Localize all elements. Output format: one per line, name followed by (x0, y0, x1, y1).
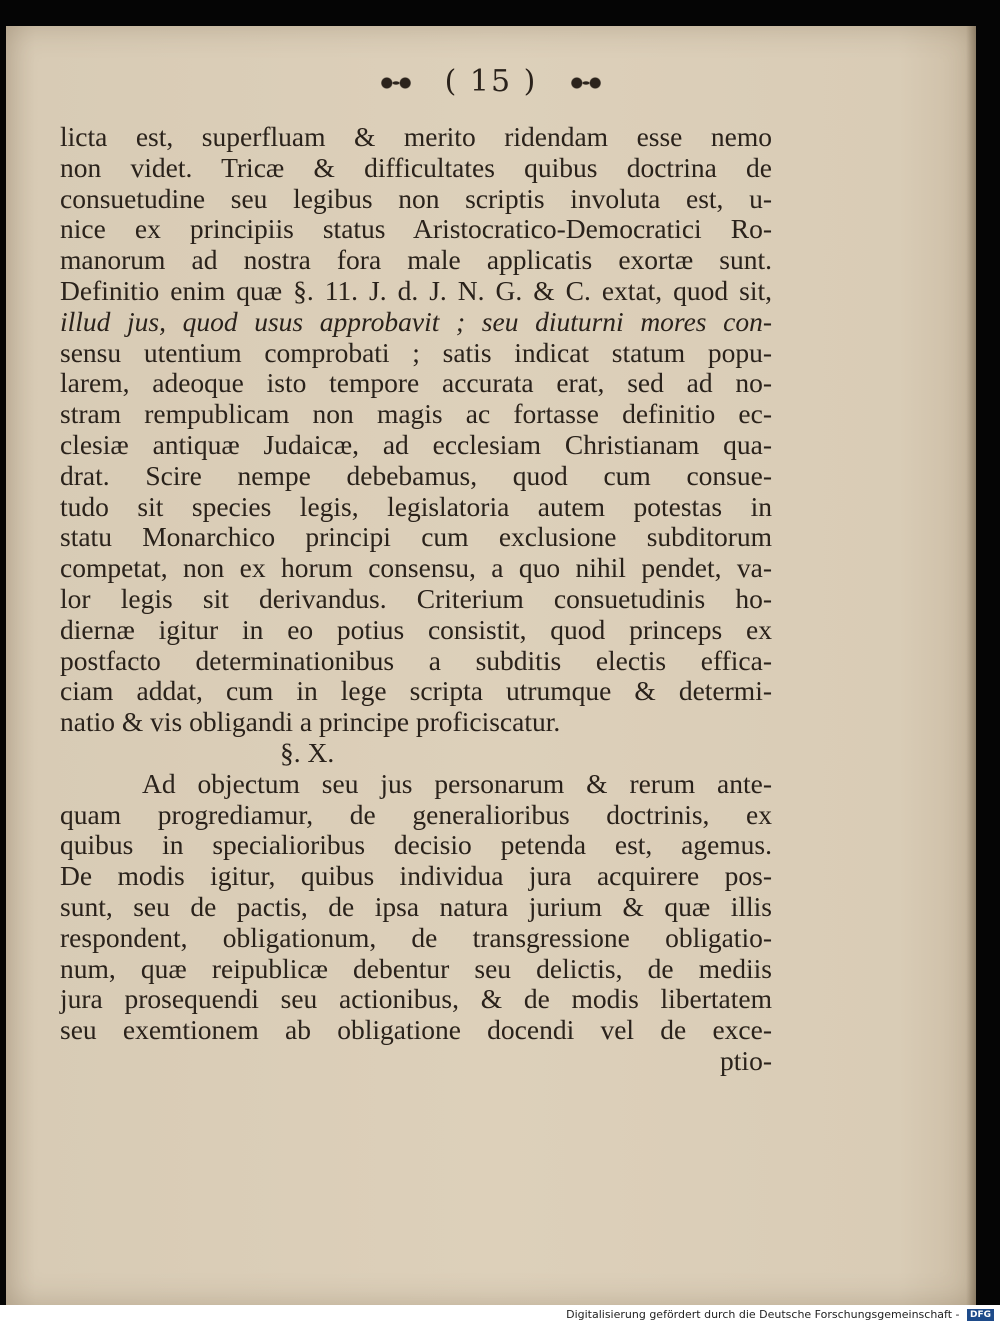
text-line: num, quæ reipublicæ debentur seu delictis, de mediis (60, 952, 772, 984)
ornament-right-icon (563, 72, 609, 94)
text-line: drat. Scire nempe debebamus, quod cum consue- (60, 459, 772, 491)
text-line: quibus in specialioribus decisio petenda est, agemus. (60, 829, 772, 861)
text-line: competat, non ex horum consensu, a quo nihil pendet, va- (60, 552, 772, 584)
page-number: ( 15 ) (444, 64, 538, 99)
text-line: ciam addat, cum in lege scripta utrumque & determi- (60, 675, 772, 707)
section-heading: §. X. (280, 736, 335, 768)
text-line: natio & vis obligandi a principe proficiscatur. (60, 706, 561, 738)
text-line: nice ex principiis status Aristocratico-Democratici Ro- (60, 213, 772, 245)
text-line: quam progrediamur, de generalioribus doctrinis, ex (60, 798, 772, 830)
text-line: lor legis sit derivandus. Criterium consuetudinis ho- (60, 582, 772, 614)
text-line: jura prosequendi seu actionibus, & de modis libertatem (60, 983, 772, 1015)
text-line: Ad objectum seu jus personarum & rerum ante- (142, 767, 772, 799)
text-line: manorum ad nostra fora male applicatis exortæ sunt. (60, 244, 772, 276)
text-line: tudo sit species legis, legislatoria autem potestas in (60, 490, 772, 522)
page-edge-shadow (966, 26, 976, 1305)
text-line: sunt, seu de pactis, de ipsa natura jurium & quæ illis (60, 890, 772, 922)
text-line: illud jus, quod usus approbavit ; seu diuturni mores con- (60, 305, 772, 337)
text-line: larem, adeoque isto tempore accurata erat, sed ad no- (60, 367, 772, 399)
page-body (60, 122, 772, 1077)
text-line: consuetudine seu legibus non scriptis involuta est, u- (60, 182, 772, 214)
page-header (6, 64, 976, 99)
digitization-footer (0, 1305, 1000, 1325)
text-line: clesiæ antiquæ Judaicæ, ad ecclesiam Christianam qua- (60, 428, 772, 460)
book-page (6, 26, 976, 1305)
text-line: statu Monarchico principi cum exclusione subditorum (60, 521, 772, 553)
text-line: postfacto determinationibus a subditis electis effica- (60, 644, 772, 676)
footer-credit: Digitalisierung gefördert durch die Deutsche Forschungsgemeinschaft - (566, 1308, 960, 1321)
text-line: sensu utentium comprobati ; satis indicat statum popu- (60, 336, 772, 368)
text-line: De modis igitur, quibus individua jura acquirere pos- (60, 860, 772, 892)
text-line: seu exemtionem ab obligatione docendi vel de exce- (60, 1014, 772, 1046)
catchword: ptio- (720, 1044, 772, 1076)
text-line: Definitio enim quæ §. 11. J. d. J. N. G. & C. extat, quod sit, (60, 274, 772, 306)
text-line: non videt. Tricæ & difficultates quibus doctrina de (60, 151, 772, 183)
dfg-logo-icon: DFG (967, 1309, 994, 1321)
text-line: licta est, superfluam & merito ridendam esse nemo (60, 121, 772, 152)
text-line: stram rempublicam non magis ac fortasse definitio ec- (60, 398, 772, 430)
text-line: respondent, obligationum, de transgressione obligatio- (60, 921, 772, 953)
text-line: diernæ igitur in eo potius consistit, quod princeps ex (60, 613, 772, 645)
ornament-left-icon (373, 72, 419, 94)
